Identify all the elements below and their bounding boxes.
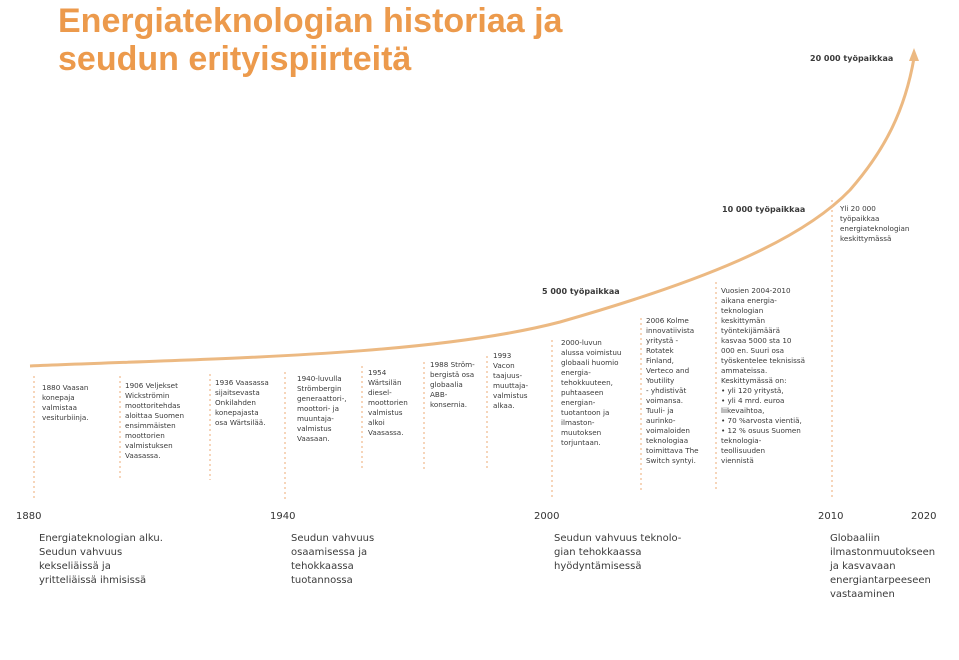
event-2020: Yli 20 000 työpaikkaa energiateknologian keskittymässä (840, 204, 910, 243)
event-1988: 1988 Ström- bergistä osa globaalia ABB- konsernia. (430, 360, 475, 409)
event-1940s: 1940-luvulla Strömbergin generaattori-, moottori- ja muuntaja- valmistus Vaasaan. (297, 374, 347, 443)
title-line-1: Energiateknologian historiaa ja (58, 2, 563, 40)
event-2004-2010: Vuosien 2004-2010 aikana energia- teknologian keskittymän työntekijämäärä kasvaa 5000 sta 10 000 en. Suuri osa työskentelee teknisissä ammateissa. Keskittymässä on: • yli 120 yritystä, • yli 4 mrd. euroa liikevaihtoa, • 70 %arvosta vientiä, • 12 % osuus Suomen teknologia- teollisuuden viennistä (721, 286, 806, 465)
year-2010: 2010 (818, 511, 844, 522)
era-1940-2000: Seudun vahvuus osaamisessa ja tehokkaassa tuotannossa (291, 533, 375, 586)
year-1880: 1880 (16, 511, 42, 522)
jobs-label-20000: 20 000 työpaikkaa (810, 54, 894, 63)
era-2000-2010: Seudun vahvuus teknolo- gian tehokkaassa hyödyntämisessä (554, 533, 682, 572)
jobs-label-10000: 10 000 työpaikkaa (722, 205, 806, 214)
title-line-2: seudun erityispiirteitä (58, 40, 412, 78)
era-1880-1940: Energiateknologian alku. Seudun vahvuus kekseliäissä ja yritteliäissä ihmisissä (39, 533, 163, 586)
bottom-fade (0, 604, 959, 660)
jobs-label-5000: 5 000 työpaikkaa (542, 287, 620, 296)
event-1880: 1880 Vaasan konepaja valmistaa vesiturbiinja. (42, 383, 89, 422)
event-2000s: 2000-luvun alussa voimistuu globaali huomio energia- tehokkuuteen, puhtaaseen energian- tuotantoon ja ilmaston- muutoksen torjuntaan. (561, 338, 622, 447)
year-2020: 2020 (911, 511, 937, 522)
year-2000: 2000 (534, 511, 560, 522)
arrow-head-icon (909, 48, 919, 61)
year-1940: 1940 (270, 511, 296, 522)
era-2010-2020: Globaaliin ilmastonmuutokseen ja kasvavaan energiantarpeeseen vastaaminen (830, 533, 936, 600)
event-2006: 2006 Kolme innovatiivista yritystä - Rotatek Finland, Verteco and Youtility - yhdistivät voimansa. Tuuli- ja aurinko- voimaloiden teknologiaa toimittava The Switch syntyi. (646, 316, 699, 465)
event-1906: 1906 Veljekset Wickströmin moottoritehdas aloittaa Suomen ensimmäisten moottorien valmistuksen Vaasassa. (125, 381, 185, 460)
event-1993: 1993 Vacon taajuus- muuttaja- valmistus alkaa. (493, 351, 529, 410)
event-1954: 1954 Wärtsilän diesel- moottorien valmistus alkoi Vaasassa. (368, 368, 408, 437)
event-1936: 1936 Vaasassa sijaitsevasta Onkilahden konepajasta osa Wärtsilää. (215, 378, 269, 427)
